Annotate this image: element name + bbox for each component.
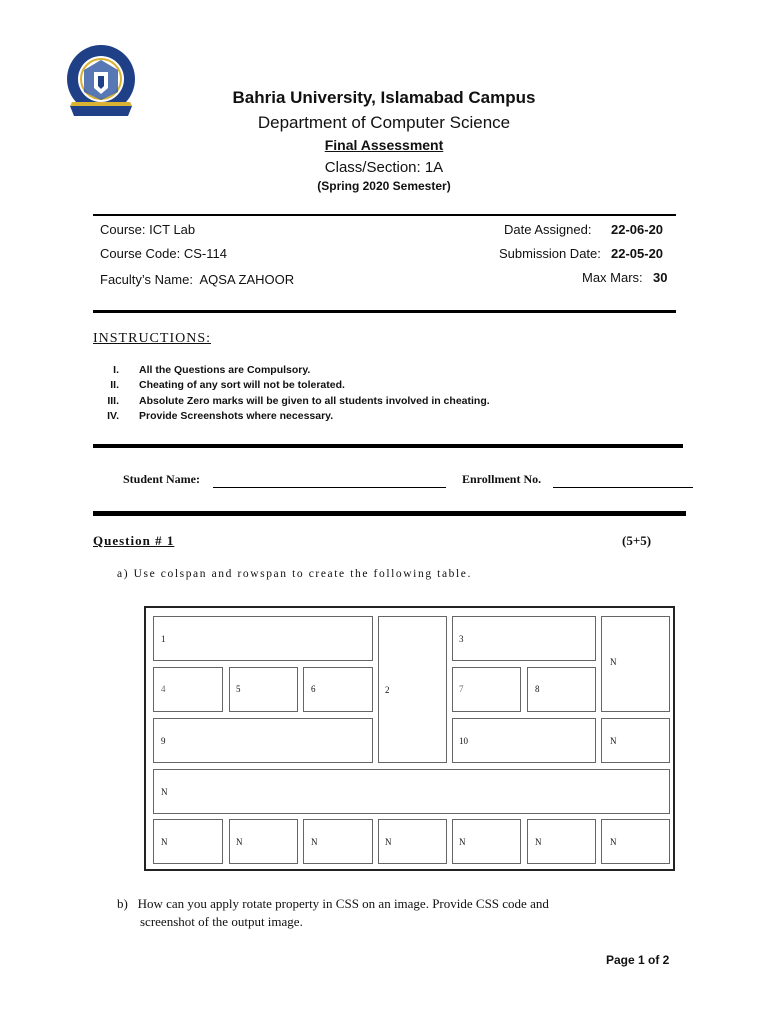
- university-title: Bahria University, Islamabad Campus: [232, 88, 536, 107]
- instruction-number: III.: [107, 395, 119, 407]
- max-marks-label: Max Mars:: [582, 270, 643, 285]
- table-cell: N: [601, 616, 670, 712]
- assessment-title: Final Assessment: [324, 137, 444, 153]
- instruction-text: Provide Screenshots where necessary.: [139, 410, 334, 422]
- table-cell: N: [303, 819, 373, 864]
- instruction-text: All the Questions are Compulsory.: [139, 364, 311, 376]
- table-cell: N: [527, 819, 596, 864]
- part-b-line1: How can you apply rotate property in CSS on an image. Provide CSS code and: [137, 896, 549, 911]
- faculty-row: [100, 272, 294, 287]
- instruction-item: [93, 379, 613, 394]
- table-cell: 8: [527, 667, 596, 712]
- divider: [93, 444, 683, 448]
- instruction-item: [93, 410, 613, 425]
- submission-date-value: 22-05-20: [611, 246, 664, 261]
- table-cell: N: [153, 769, 670, 814]
- part-b-line2: screenshot of the output image.: [140, 914, 303, 929]
- table-cell: N: [153, 819, 223, 864]
- table-cell: 1: [153, 616, 373, 661]
- page-number: Page 1 of 2: [606, 953, 670, 967]
- table-cell: N: [601, 819, 670, 864]
- class-section: Class/Section: 1A: [324, 159, 444, 176]
- table-cell: N: [452, 819, 521, 864]
- course-code: Course Code: CS-114: [100, 246, 227, 261]
- date-assigned-label: Date Assigned:: [504, 222, 592, 237]
- table-cell: 4: [153, 667, 223, 712]
- date-assigned-value: 22-06-20: [611, 222, 664, 237]
- part-b-prefix: b): [117, 896, 128, 911]
- course-name: Course: ICT Lab: [100, 222, 196, 237]
- question-title: Question # 1: [93, 533, 175, 548]
- question-part-a: a) Use colspan and rowspan to create the following table.: [117, 568, 472, 580]
- divider: [93, 310, 676, 313]
- faculty-label: Faculty’s Name:: [100, 272, 193, 287]
- question-part-b: [117, 896, 549, 912]
- enrollment-label: Enrollment No.: [462, 472, 542, 486]
- table-figure: [144, 606, 675, 871]
- table-cell: N: [601, 718, 670, 763]
- enrollment-field[interactable]: [553, 487, 693, 488]
- instructions-heading: INSTRUCTIONS:: [93, 331, 212, 346]
- divider: [93, 511, 686, 516]
- divider: [93, 214, 676, 216]
- student-name-label: Student Name:: [123, 472, 200, 486]
- table-cell: 5: [229, 667, 298, 712]
- max-marks-value: 30: [653, 270, 668, 285]
- submission-date-label: Submission Date:: [499, 246, 601, 261]
- instruction-item: [93, 364, 613, 379]
- table-cell: 9: [153, 718, 373, 763]
- table-cell: 10: [452, 718, 596, 763]
- faculty-name: AQSA ZAHOOR: [199, 272, 295, 287]
- table-cell: 6: [303, 667, 373, 712]
- instruction-text: Cheating of any sort will not be tolerated.: [139, 379, 345, 391]
- semester: (Spring 2020 Semester): [317, 179, 451, 193]
- table-cell: 3: [452, 616, 596, 661]
- table-cell: 7: [452, 667, 521, 712]
- instruction-number: IV.: [107, 410, 119, 422]
- instruction-number: II.: [110, 379, 119, 391]
- table-cell: 2: [378, 616, 447, 763]
- instruction-text: Absolute Zero marks will be given to all students involved in cheating.: [139, 395, 490, 407]
- instruction-number: I.: [113, 364, 119, 376]
- table-cell: N: [229, 819, 298, 864]
- instruction-item: [93, 395, 613, 410]
- table-cell: N: [378, 819, 447, 864]
- student-name-field[interactable]: [213, 487, 446, 488]
- question-marks: (5+5): [622, 533, 652, 548]
- department-title: Department of Computer Science: [257, 113, 511, 132]
